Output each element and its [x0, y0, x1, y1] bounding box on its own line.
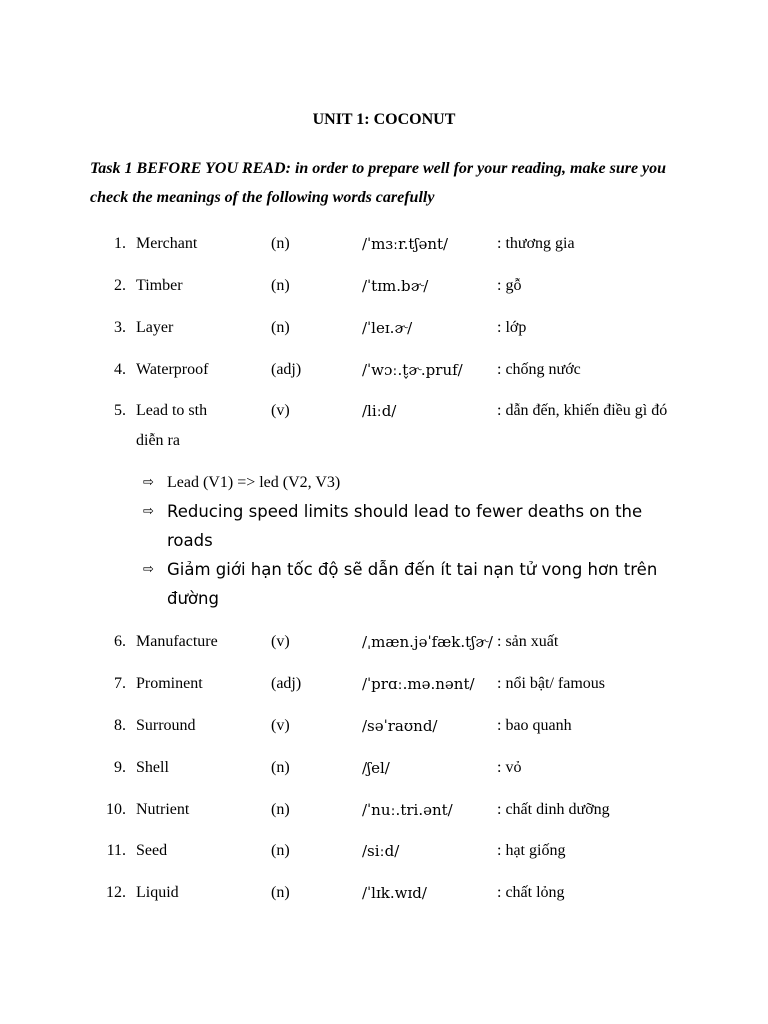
item-pos: (n) — [271, 884, 290, 901]
item-ipa: /ˈnuː.tri.ənt/ — [362, 801, 453, 819]
item-ipa: /ˈwɔː.t̬ɚ.pruf/ — [362, 361, 463, 379]
vocab-row — [0, 757, 768, 779]
item-number: 4. — [114, 361, 126, 378]
item-number: 5. — [114, 402, 126, 419]
item-pos: (n) — [271, 277, 290, 294]
item-number: 10. — [106, 801, 126, 818]
item-pos: (n) — [271, 235, 290, 252]
note-text: Giảm giới hạn tốc độ sẽ dẫn đến ít tai nạn tử vong hơn trên đường — [167, 560, 658, 608]
item-meaning: : dẫn đến, khiến điều gì đó — [497, 402, 668, 419]
vocab-row — [0, 359, 768, 381]
item-word: Waterproof — [136, 361, 209, 378]
item-ipa: /ˈlɪk.wɪd/ — [362, 884, 427, 902]
vocab-row — [0, 317, 768, 339]
item-pos: (v) — [271, 402, 290, 419]
task-instruction: Task 1 BEFORE YOU READ: in order to prepare well for your reading, make sure you check the meanings of the following words carefully — [90, 160, 667, 206]
vocab-row — [0, 673, 768, 695]
vocab-row — [0, 233, 768, 255]
item-word: Liquid — [136, 884, 179, 901]
item-number: 11. — [106, 842, 126, 859]
item-meaning: : hạt giống — [497, 842, 566, 859]
item-ipa: /ˈprɑː.mə.nənt/ — [362, 675, 475, 693]
item-word: Layer — [136, 319, 174, 336]
arrow-right-icon: ⇨ — [143, 504, 154, 519]
vocab-row — [0, 799, 768, 821]
item-word: Seed — [136, 842, 168, 859]
item-pos: (adj) — [271, 361, 302, 378]
item-word: Shell — [136, 759, 169, 776]
note-text: Lead (V1) => led (V2, V3) — [167, 474, 341, 491]
item-meaning: : lớp — [497, 319, 527, 336]
item-number: 6. — [114, 633, 126, 650]
item-meaning: : chất dinh dưỡng — [497, 801, 610, 818]
vocab-row — [0, 840, 768, 862]
item-word: Timber — [136, 277, 183, 294]
item-meaning: : gỗ — [497, 277, 522, 294]
item-number: 9. — [114, 759, 126, 776]
item-pos: (n) — [271, 842, 290, 859]
item-word: Nutrient — [136, 801, 190, 818]
item-number: 3. — [114, 319, 126, 336]
item-number: 1. — [114, 235, 126, 252]
arrow-right-icon: ⇨ — [143, 562, 154, 577]
item-word: Surround — [136, 717, 196, 734]
item-pos: (v) — [271, 717, 290, 734]
item-meaning: : vỏ — [497, 759, 522, 776]
item-ipa: /ˈmɜːr.tʃənt/ — [362, 235, 449, 253]
item-ipa: /ˈleɪ.ɚ/ — [362, 319, 413, 337]
item-word: Lead to sth — [136, 402, 208, 419]
item-pos: (v) — [271, 633, 290, 650]
item-word: Merchant — [136, 235, 198, 252]
item-ipa: /ˈtɪm.bɚ/ — [362, 277, 429, 295]
item-ipa: /səˈraʊnd/ — [362, 717, 438, 735]
item-meaning: : chống nước — [497, 361, 581, 378]
item-pos: (n) — [271, 801, 290, 818]
item-ipa: /liːd/ — [362, 402, 397, 420]
item-word: Manufacture — [136, 633, 218, 650]
item-meaning: : sản xuất — [497, 633, 559, 650]
vocab-row — [0, 882, 768, 904]
note-text: Reducing speed limits should lead to fewer deaths on the roads — [167, 502, 643, 550]
item-meaning: : thương gia — [497, 235, 575, 252]
item-pos: (adj) — [271, 675, 302, 692]
item-pos: (n) — [271, 319, 290, 336]
item-pos: (n) — [271, 759, 290, 776]
item-ipa: /ˌmæn.jəˈfæk.tʃɚ/ — [362, 633, 493, 651]
item-meaning: : chất lỏng — [497, 884, 565, 901]
item-number: 7. — [114, 675, 126, 692]
item-ipa: /ʃel/ — [362, 759, 390, 777]
arrow-right-icon: ⇨ — [143, 475, 154, 490]
item-meaning: : nổi bật/ famous — [497, 675, 605, 692]
item-number: 2. — [114, 277, 126, 294]
vocab-row — [0, 715, 768, 737]
item-number: 8. — [114, 717, 126, 734]
page-title: UNIT 1: COCONUT — [312, 111, 456, 128]
item-ipa: /siːd/ — [362, 842, 400, 860]
item-number: 12. — [106, 884, 126, 901]
item-word: Prominent — [136, 675, 203, 692]
vocab-row — [0, 400, 768, 422]
item-word-continuation: diễn ra — [136, 432, 180, 449]
vocab-row — [0, 275, 768, 297]
vocab-row — [0, 631, 768, 653]
item-meaning: : bao quanh — [497, 717, 572, 734]
